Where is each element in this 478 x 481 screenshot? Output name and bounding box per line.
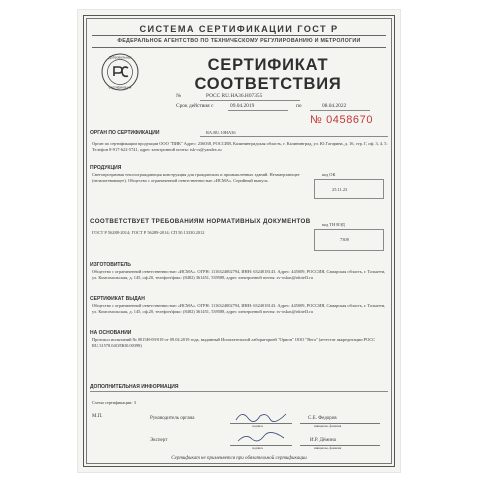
reg-number-label: № — [176, 93, 182, 99]
serial-prefix: № — [310, 114, 323, 126]
expert-name-caption: инициалы, фамилия — [314, 446, 342, 450]
tnved-code-label: код ТН ВЭД — [322, 222, 345, 227]
validity-label: Срок действия с — [176, 103, 214, 109]
manufacturer-label: ИЗГОТОВИТЕЛЬ — [90, 262, 131, 268]
reg-number-value: РОСС RU.НА36.Н07355 — [206, 93, 263, 99]
valid-from-date: 09.04.2019 — [230, 103, 255, 109]
head-name: С.Е. Федоров — [308, 416, 337, 421]
product-label: ПРОДУКЦИЯ — [90, 165, 122, 171]
certification-body-underline — [200, 136, 388, 137]
basis-text: Протокол испытаний № 0015Н-09/019 от 09.04.2019 года, выданный Испытательной лабораторией "Орион" ООО "Вега" (аттестат аккредитации РОСС RU.31578.04ОЛЮ0.00398) — [92, 337, 376, 348]
valid-to-underline — [310, 110, 370, 111]
footer-note: Сертификат не применяется при обязательной сертификации — [171, 456, 307, 461]
issued-to-text: Общество с ограниченной ответственностью «ИСМА». ОГРН: 1116324002794, ИНН: 6324018143. Адрес: 445009, РОССИЯ, Самарская область, г. Тольятти, ул. Комсомольская, д. 145, оф.20, телефон/факс: (8482) 361451, 539588, адрес электронной почты: sv-oskas@rdotel3.ru — [92, 303, 386, 314]
manufacturer-text: Общество с ограниченной ответственностью «ИСМА». ОГРН: 1116324002794, ИНН: 6324018143. Адрес: 445009, РОССИЯ, Самарская область, г. Тольятти, ул. Комсомольская, д. 145, оф.20, телефон/факс: (8482) 361451, 539588, адрес электронной почты: sv-oskas@rdotel3.ru — [92, 269, 386, 280]
valid-to-date: 08.04.2022 — [322, 103, 347, 109]
basis-label: НА ОСНОВАНИИ — [90, 330, 132, 336]
serial-number — [310, 114, 373, 126]
expert-signature-caption: подпись — [252, 446, 264, 450]
okp-code-value: 25.11.23 — [332, 187, 348, 192]
serial-value: 0458670 — [326, 114, 374, 126]
head-signature-icon — [234, 408, 288, 424]
header-divider — [92, 35, 386, 36]
certification-body-label: ОРГАН ПО СЕРТИФИКАЦИИ — [90, 130, 160, 136]
valid-from-underline — [228, 110, 288, 111]
document-title: СЕРТИФИКАТ СООТВЕТСТВИЯ — [194, 56, 342, 93]
tnved-code-value: 7308 — [340, 237, 349, 242]
head-name-caption: инициалы, фамилия — [314, 424, 342, 428]
standards-label: СООТВЕТСТВУЕТ ТРЕБОВАНИЯМ НОРМАТИВНЫХ ДОКУМЕНТОВ — [90, 218, 311, 225]
certification-body-code: RA.RU.10НА36 — [206, 130, 236, 135]
seal-mark: М.П. — [92, 414, 103, 419]
certification-scheme: Схема сертификации: 3 — [92, 400, 136, 405]
head-signature-label: Руководитель органа — [150, 416, 195, 421]
issued-to-label: СЕРТИФИКАТ ВЫДАН — [90, 296, 145, 302]
okp-code-box — [314, 179, 384, 199]
logo-text-bottom: сертификация — [108, 85, 132, 90]
standards-text: ГОСТ Р 56288-2014; ГОСТ Р 56289-2014; СП 50.13330.2012 — [92, 230, 205, 235]
valid-to-label: по — [296, 103, 302, 109]
additional-info-label: ДОПОЛНИТЕЛЬНАЯ ИНФОРМАЦИЯ — [90, 384, 179, 390]
tnved-code-box — [314, 229, 384, 251]
reg-number-underline — [200, 100, 300, 101]
header-divider-lower — [92, 47, 386, 48]
certificate-sheet — [78, 10, 400, 472]
head-signature-caption: подпись — [252, 424, 264, 428]
expert-signature-label: Эксперт — [150, 438, 168, 443]
expert-signature-icon — [236, 430, 286, 446]
logo-text-top: Добровольная — [108, 55, 132, 60]
certification-system-heading: СИСТЕМА СЕРТИФИКАЦИИ ГОСТ Р — [139, 24, 339, 34]
product-text: Светопрозрачная теплоограждающая конструкция для гражданских и промышленных зданий. Незамерзающее (незапотевающее). Общество с ограниченной ответственностью «ИСМА». Серийный выпуск. — [92, 172, 300, 183]
expert-name: И.Р. Дёмина — [310, 438, 336, 443]
okp-code-label: код ОК — [322, 172, 336, 177]
certification-body-text: Орган по сертификации продукции ООО "ПИК" Адрес: 236038, РОССИЯ, Калининградская область, г. Калининград, ул. Ю.Гагарина, д. 16, стр. Г, оф. 3, 4, 5. Телефон 8-917-622-5741, адрес электронной почты: tsk-cs@yandex.ru — [92, 141, 388, 152]
agency-heading: ФЕДЕРАЛЬНОЕ АГЕНТСТВО ПО ТЕХНИЧЕСКОМУ РЕГУЛИРОВАНИЮ И МЕТРОЛОГИИ — [117, 38, 361, 44]
gost-r-logo-icon — [100, 52, 140, 92]
additional-info-rule — [90, 391, 388, 392]
